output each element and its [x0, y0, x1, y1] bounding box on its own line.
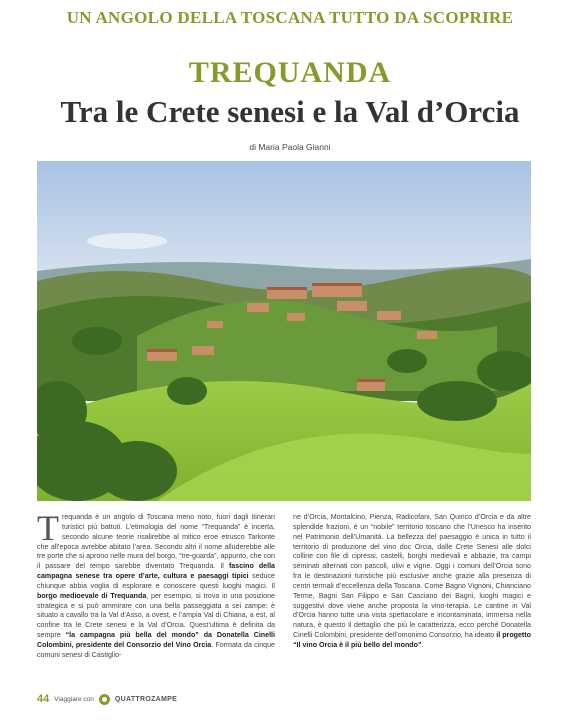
- cloud: [87, 233, 167, 249]
- highlight-text: il progetto “Il vino Orcia è il più bello del mondo”: [293, 631, 531, 649]
- footer-text: Viaggiare con: [54, 695, 94, 703]
- landscape-photo: [37, 161, 531, 501]
- byline: di Maria Paola Gianni: [249, 142, 331, 152]
- highlight-text: “la campagna più bella del mondo” da Donatella Cinelli Colombini, presidente del Consorzio del Vino Orcia: [37, 631, 275, 649]
- dropcap: T: [37, 508, 59, 548]
- paragraph-text: seduce chiunque abbia voglia di esplorare e conoscere questi luoghi magici. Il: [37, 572, 275, 590]
- page-footer: [37, 692, 177, 706]
- paragraph-text: .: [421, 640, 424, 649]
- highlight-text: fascino della campagna senese tra opere d’arte, cultura e paesaggi tipici: [37, 562, 275, 581]
- highlight-text: borgo medioevale di Trequanda: [37, 591, 147, 600]
- article-body: [37, 508, 531, 693]
- paragraph-text: . Formata da cinque comuni senesi di Castiglio-: [37, 640, 276, 659]
- article-title: TREQUANDA: [188, 56, 392, 89]
- article-subtitle: Tra le Crete senesi e la Val d’Orcia: [60, 94, 520, 129]
- paw-logo-icon: [99, 694, 110, 705]
- article-column-left: [37, 508, 276, 693]
- paragraph-text: requanda è un angolo di Toscana meno noto, fuori dagli itinerari turistici più battuti. L’etimologia del nome “Trequanda” è incerta, secondo alcune teorie risalirebbe al mitico eroe etrusco Tarkonte che all’epoca avrebbe abitato l’area. Secondo altri il nome alluderebbe alle tre porte che si aprono nelle mura del borgo, “tre-guarda”, appunto, che con il passare del tempo sarebbe diventato Trequanda. Il: [37, 513, 275, 571]
- paragraph-text: , per esempio, si trova in una posizione strategica e si può ammirare con una bella passeggiata a sei zampe: è situato a cavallo tra la Val d’Asso, a ovest, e l’ampia Val di Chiana, a est, al confine tra le Crete senesi e la Val d’Orcia. Quest’ultima è definita da sempre: [37, 591, 275, 640]
- page-number: 44: [37, 693, 50, 705]
- landscape-illustration: [37, 161, 531, 501]
- brand-name: QUATTROZAMPE: [114, 695, 178, 703]
- kicker: UN ANGOLO DELLA TOSCANA TUTTO DA SCOPRIRE: [66, 8, 514, 27]
- paragraph-text: ne d’Orcia, Montalcino, Pienza, Radicofani, San Quirico d’Orcia e da altre splendide frazioni, è un “nobile” territorio toscano che l’Unesco ha inserito nel Patrimonio dell’Umanità. La bellezza del paesaggio è unica in tutto il territorio di produzione del vino doc Orcia, dalle Crete Senesi alle dolci colline con file di cipressi, castelli, borghi medievali e abbazie, tra campi seminati alternati con pascoli, ulivi e vigne. Oggi i comuni dell’Orcia sono fra le destinazioni turistiche più esclusive anche grazie alla presenza di centri termali d’eccellenza della Toscana. Come Bagno Vignoni, Chianciano Terme, Bagni San Filippo e San Casciano dei Bagni, luoghi magici e suggestivi dove viene anche proposta la vino-terapia. Le cantine in Val d’Orcia hanno tutte una vista spettacolare e incontaminata, immersa nella natura, è questo il dettaglio che più le caratterizza, ecco perché Donatella Cinelli Colombini, presidente dell’omonimo Consorzio, ha ideato: [293, 513, 531, 640]
- article-column-right: [293, 513, 531, 693]
